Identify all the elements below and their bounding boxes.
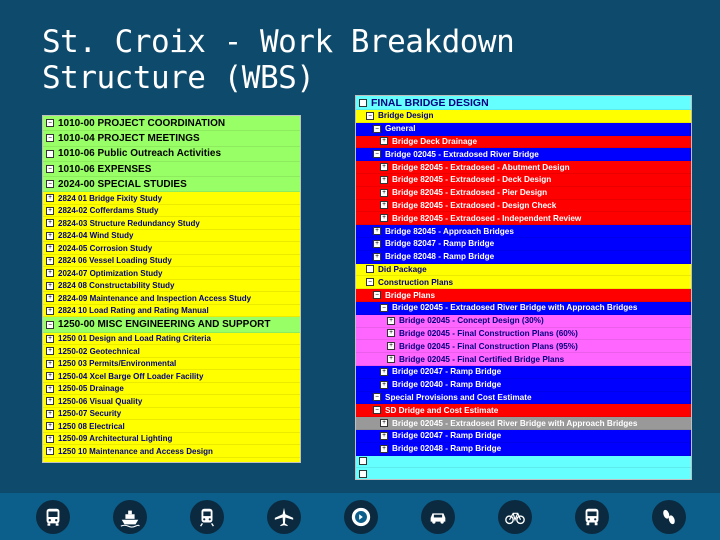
tree-row[interactable] [43, 131, 300, 146]
tree-row[interactable] [356, 264, 691, 277]
expand-toggle-icon[interactable]: + [380, 381, 388, 389]
expand-toggle-icon[interactable]: + [380, 201, 388, 209]
tree-row[interactable] [43, 317, 300, 332]
tree-row[interactable] [356, 302, 691, 315]
tree-row[interactable] [356, 123, 691, 136]
tree-row[interactable] [43, 445, 300, 458]
tree-row-label: 1250 03 Permits/Environmental [58, 359, 177, 369]
tree-row-label: 1250 10 Maintenance and Access Design [58, 446, 213, 456]
tree-row[interactable] [43, 333, 300, 346]
expand-toggle-icon[interactable]: + [373, 240, 381, 248]
expand-toggle-icon[interactable]: + [380, 368, 388, 376]
expand-toggle-icon[interactable]: + [380, 163, 388, 171]
tree-row-label: Bridge 02045 - Concept Design (30%) [399, 316, 544, 326]
dot-seal-icon [344, 500, 378, 534]
footprints-icon [652, 500, 686, 534]
expand-toggle-icon[interactable]: + [380, 432, 388, 440]
expand-toggle-icon[interactable] [359, 457, 367, 465]
expand-toggle-icon[interactable]: + [373, 253, 381, 261]
expand-toggle-icon[interactable]: − [380, 304, 388, 312]
tree-row-label: 2824 08 Constructability Study [58, 281, 175, 291]
tree-row-label: Bridge 02047 - Ramp Bridge [392, 367, 502, 377]
tree-row[interactable] [356, 110, 691, 123]
tree-row-label: 1250-06 Visual Quality [58, 396, 143, 406]
expand-toggle-icon[interactable]: − [373, 150, 381, 158]
expand-toggle-icon[interactable] [46, 150, 54, 158]
tree-row-label: 2024-00 SPECIAL STUDIES [58, 178, 187, 190]
tree-row[interactable] [43, 370, 300, 383]
expand-toggle-icon[interactable]: − [366, 112, 374, 120]
tree-row-label: Bridge 02040 - Ramp Bridge [392, 380, 502, 390]
expand-toggle-icon[interactable]: + [46, 232, 54, 240]
tree-row[interactable] [356, 468, 691, 480]
bus-front-icon [36, 500, 70, 534]
tree-row[interactable] [43, 177, 300, 192]
tree-row[interactable] [356, 174, 691, 187]
tree-row[interactable] [356, 328, 691, 341]
expand-toggle-icon[interactable] [366, 265, 374, 273]
ship-icon [113, 500, 147, 534]
tree-row[interactable] [356, 251, 691, 264]
tree-row-label: General [385, 124, 416, 134]
tree-row[interactable] [356, 136, 691, 149]
expand-toggle-icon[interactable]: + [380, 137, 388, 145]
tree-row[interactable] [43, 162, 300, 177]
tree-row[interactable] [356, 212, 691, 225]
tree-row[interactable] [43, 230, 300, 243]
expand-toggle-icon[interactable]: + [373, 227, 381, 235]
train-icon [190, 500, 224, 534]
tree-row[interactable] [43, 242, 300, 255]
expand-toggle-icon[interactable]: − [373, 406, 381, 414]
expand-toggle-icon[interactable]: − [373, 393, 381, 401]
expand-toggle-icon[interactable]: + [46, 372, 54, 380]
expand-toggle-icon[interactable]: + [46, 360, 54, 368]
car-icon [421, 500, 455, 534]
expand-toggle-icon[interactable]: + [46, 269, 54, 277]
tree-row-label: Bridge 82047 - Ramp Bridge [385, 239, 495, 249]
tree-row-label: 2024-05 Corrosion Study [58, 243, 153, 253]
tree-row[interactable] [356, 315, 691, 328]
tree-row-label: Bridge 02045 - Extradosed River Bridge [385, 149, 539, 159]
expand-toggle-icon[interactable]: + [46, 244, 54, 252]
tree-row[interactable] [356, 353, 691, 366]
tree-row-label: Bridge Plans [385, 290, 436, 300]
tree-row-label: Bridge 82045 - Extradosed - Abutment Design [392, 162, 570, 172]
tree-row-label: Did Package [378, 264, 427, 274]
expand-toggle-icon[interactable]: + [46, 207, 54, 215]
tree-row[interactable] [356, 443, 691, 456]
tree-row[interactable] [43, 420, 300, 433]
tree-row[interactable] [356, 340, 691, 353]
tree-row-label: 1250-07 Security [58, 409, 122, 419]
tree-row-label: 2824-03 Structure Redundancy Study [58, 218, 200, 228]
tree-row-label: Bridge Design [378, 111, 434, 121]
tree-row[interactable] [43, 205, 300, 218]
expand-toggle-icon[interactable]: + [46, 307, 54, 315]
tree-row[interactable] [43, 305, 300, 318]
tree-row-label: Bridge 02048 - Ramp Bridge [392, 444, 502, 454]
expand-toggle-icon[interactable]: + [46, 422, 54, 430]
tree-row-label: 1010-06 Public Outreach Activities [58, 148, 222, 160]
slide-title [42, 24, 602, 96]
tree-row-label: 1250-05 Drainage [58, 384, 124, 394]
tree-row-label: Bridge Deck Drainage [392, 136, 478, 146]
tree-row-label: 2824-04 Wind Study [58, 231, 134, 241]
tree-row-label: 2824-02 Cofferdams Study [58, 206, 159, 216]
expand-toggle-icon[interactable]: − [366, 278, 374, 286]
tree-row-label: 1250-04 Xcel Barge Off Loader Facility [58, 371, 204, 381]
tree-row-label: 1250 01 Design and Load Rating Criteria [58, 334, 211, 344]
tree-row[interactable] [356, 200, 691, 213]
tree-row[interactable] [43, 433, 300, 446]
expand-toggle-icon[interactable]: − [46, 134, 54, 142]
tree-row[interactable] [356, 238, 691, 251]
slide-title-line-1: St. Croix - Work Breakdown [42, 24, 515, 60]
tree-row-label: Bridge 82045 - Extradosed - Design Check [392, 200, 557, 210]
tree-row-label: Bridge 82045 - Approach Bridges [385, 226, 514, 236]
tree-row[interactable] [43, 280, 300, 293]
expand-toggle-icon[interactable]: + [380, 189, 388, 197]
tree-row[interactable] [43, 255, 300, 268]
tree-row-label: 1250-09 Architectural Lighting [58, 434, 173, 444]
expand-toggle-icon[interactable]: + [46, 219, 54, 227]
tree-row[interactable] [356, 392, 691, 405]
expand-toggle-icon[interactable]: + [46, 335, 54, 343]
tree-row[interactable] [43, 345, 300, 358]
expand-toggle-icon[interactable]: + [380, 419, 388, 427]
expand-toggle-icon[interactable]: + [46, 385, 54, 393]
tree-row[interactable] [356, 225, 691, 238]
expand-toggle-icon[interactable] [359, 470, 367, 478]
tree-row[interactable] [356, 456, 691, 469]
tree-row-label: 1250-02 Geotechnical [58, 346, 140, 356]
tree-row-label: Construction Plans [378, 277, 454, 287]
tree-row-label: 2824-09 Maintenance and Inspection Access Study [58, 293, 252, 303]
expand-toggle-icon[interactable]: + [387, 355, 395, 363]
tree-row-label: Bridge 02045 - Final Certified Bridge Plans [399, 354, 565, 364]
tree-row[interactable] [356, 161, 691, 174]
right-wbs-tree [355, 95, 692, 480]
tree-row-label: 2024-07 Optimization Study [58, 268, 163, 278]
expand-toggle-icon[interactable]: + [46, 435, 54, 443]
tree-row[interactable] [43, 116, 300, 131]
tree-row[interactable] [43, 358, 300, 371]
tree-row-label: 2824 10 Load Rating and Rating Manual [58, 306, 209, 316]
tree-row[interactable] [43, 292, 300, 305]
tree-row-label: 1250 08 Electrical [58, 421, 125, 431]
tree-row[interactable] [356, 430, 691, 443]
slide-title-line-2: Structure (WBS) [42, 60, 315, 96]
expand-toggle-icon[interactable]: − [373, 291, 381, 299]
expand-toggle-icon[interactable]: + [46, 282, 54, 290]
expand-toggle-icon[interactable]: + [46, 257, 54, 265]
bicycle-icon [498, 500, 532, 534]
expand-toggle-icon[interactable]: + [46, 194, 54, 202]
tree-row-label: FINAL BRIDGE DESIGN [371, 96, 489, 109]
tree-row[interactable] [356, 96, 691, 110]
tree-row-label: 1250-00 MISC ENGINEERING AND SUPPORT [58, 319, 271, 331]
expand-toggle-icon[interactable]: + [46, 397, 54, 405]
tree-row-label: Bridge 02045 - Final Construction Plans (60%) [399, 328, 578, 338]
tree-row-label: Bridge 02047 - Ramp Bridge [392, 431, 502, 441]
tree-row[interactable] [43, 383, 300, 396]
tree-row[interactable] [356, 379, 691, 392]
tree-row-label: Bridge 02045 - Final Construction Plans (95%) [399, 341, 578, 351]
left-wbs-tree [42, 115, 301, 463]
tree-row[interactable] [356, 148, 691, 161]
tree-row[interactable] [43, 267, 300, 280]
tree-row-label: 2824 06 Vessel Loading Study [58, 256, 172, 266]
tree-row[interactable] [43, 147, 300, 162]
tree-row-label: Bridge 02045 - Extradosed River Bridge with Approach Bridges [392, 303, 638, 313]
expand-toggle-icon[interactable]: + [387, 329, 395, 337]
airplane-icon [267, 500, 301, 534]
expand-toggle-icon[interactable]: + [380, 214, 388, 222]
expand-toggle-icon[interactable]: + [387, 317, 395, 325]
tree-row[interactable] [356, 404, 691, 417]
expand-toggle-icon[interactable]: + [46, 410, 54, 418]
expand-toggle-icon[interactable] [359, 99, 367, 107]
expand-toggle-icon[interactable]: − [46, 180, 54, 188]
tree-row-label: 2824 01 Bridge Fixity Study [58, 193, 163, 203]
tree-row[interactable] [356, 187, 691, 200]
tree-row-label: Bridge 82045 - Extradosed - Independent Review [392, 213, 582, 223]
expand-toggle-icon[interactable]: + [387, 342, 395, 350]
tree-row-label: Bridge 82045 - Extradosed - Deck Design [392, 175, 552, 185]
tree-row[interactable] [356, 276, 691, 289]
tree-row-label: 1010-00 PROJECT COORDINATION [58, 117, 226, 129]
tree-row[interactable] [43, 192, 300, 205]
bus-icon [575, 500, 609, 534]
tree-row[interactable] [356, 366, 691, 379]
expand-toggle-icon[interactable]: − [373, 125, 381, 133]
expand-toggle-icon[interactable]: + [380, 445, 388, 453]
tree-row[interactable] [356, 289, 691, 302]
expand-toggle-icon[interactable]: + [46, 294, 54, 302]
expand-toggle-icon[interactable]: + [46, 347, 54, 355]
tree-row-label: SD Dridge and Cost Estimate [385, 405, 499, 415]
tree-row[interactable] [43, 217, 300, 230]
tree-row-label: 1010-06 EXPENSES [58, 163, 152, 175]
expand-toggle-icon[interactable]: − [46, 321, 54, 329]
expand-toggle-icon[interactable]: − [46, 165, 54, 173]
tree-row[interactable] [43, 395, 300, 408]
tree-row-label: Special Provisions and Cost Estimate [385, 392, 532, 402]
expand-toggle-icon[interactable]: − [46, 119, 54, 127]
expand-toggle-icon[interactable]: + [380, 176, 388, 184]
tree-row-label: Bridge 82045 - Extradosed - Pier Design [392, 188, 548, 198]
tree-row[interactable] [356, 417, 691, 430]
tree-row-label: Bridge 02045 - Extradosed River Bridge with Approach Bridges [392, 418, 638, 428]
expand-toggle-icon[interactable]: + [46, 447, 54, 455]
tree-row-label: Bridge 82048 - Ramp Bridge [385, 252, 495, 262]
tree-row-label: 1010-04 PROJECT MEETINGS [58, 132, 200, 144]
tree-row[interactable] [43, 408, 300, 421]
